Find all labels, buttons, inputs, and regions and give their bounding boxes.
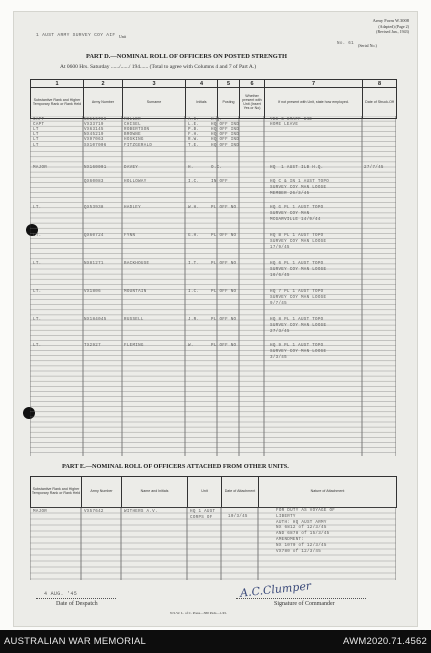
entry-initials: T.E.	[188, 143, 200, 148]
entry-surname: FYNN	[124, 234, 136, 238]
entry-number: QX60083	[84, 180, 104, 184]
part-e-header-row	[31, 477, 397, 508]
col-num: 2	[84, 80, 123, 88]
col-header: Army Number	[84, 88, 123, 119]
col-header: Army Number	[82, 477, 122, 508]
entry-initials: I.T.	[188, 262, 200, 266]
col-num: 8	[363, 80, 397, 88]
entry-posting: O.C.	[211, 166, 223, 170]
entry-rank: LT.	[33, 206, 42, 210]
col-num: 1	[31, 80, 84, 88]
entry-employment: HQ 1 AUST ILB H.Q.	[270, 166, 324, 170]
entry-rank: MAJOR	[33, 166, 48, 170]
entry-surname: FLEMING	[124, 344, 144, 348]
entry-employment: HQ 7 PL 1 AUST TOPO SURVEY COY MAN LOOSE 9/7/45	[270, 290, 327, 306]
entry-employment: HQ G PL 1 AUST TOPO SURVEY COY MAN MCGARVILLE 14/9/44	[270, 206, 324, 222]
entry-surname: MOUNTAIN	[124, 290, 147, 294]
entry-rank: CAPT	[33, 118, 45, 122]
unit-typed: 1 AUST ARMY SURVEY COY AIF	[36, 33, 116, 38]
commander-signature: A.C.Clumper	[239, 579, 312, 600]
serial-typed: No. 61	[337, 42, 354, 46]
archive-banner	[0, 630, 431, 653]
signature-label: Signature of Commander	[274, 601, 335, 607]
entry-number: NX160001	[84, 166, 107, 170]
part-e-number: VX57642	[84, 510, 104, 514]
entry-employment: HQ C & IN 1 AUST TOPO SURVEY COY MAN LOOSE MEMBER 26/3/45	[270, 180, 330, 196]
entry-present-note: YES G STAFF SKE	[270, 118, 313, 122]
entry-employment: HQ 6 PL 1 AUST TOPO SURVEY COY MAN LOOSE 16/6/45	[270, 262, 327, 278]
part-d-title: PART D.—NOMINAL ROLL OF OFFICERS ON POSTED STRENGTH	[86, 53, 287, 60]
entry-number: TX2927	[84, 344, 101, 348]
part-e-title: PART E.—NOMINAL ROLL OF OFFICERS ATTACHED FROM OTHER UNITS.	[62, 463, 289, 470]
part-d-table	[30, 79, 397, 119]
entry-struck-off: 27/7/45	[364, 166, 384, 170]
entry-number: VX97063	[84, 138, 104, 143]
col-header: Name and Initials	[122, 477, 188, 508]
col-num: 4	[186, 80, 218, 88]
col-num: 5	[218, 80, 240, 88]
entry-employment: HQ 8 PL 1 AUST TOPO SURVEY COY MAN LOOSE 27/3/45	[270, 318, 327, 334]
entry-rank: LT.	[33, 290, 42, 294]
col-header: Initials	[186, 88, 218, 119]
column-header-row	[31, 88, 397, 119]
printer-line: N.S.W. L. of C. Press—380 Pads—1/45.	[170, 611, 227, 615]
part-d-subtitle: At 0600 Hrs. Saturday ....../....../ 194...... (Total to agree with Columns 4 and 7 of Part A.)	[60, 64, 257, 70]
col-header: Whether present with Unit (Insert Yes or No)	[240, 88, 265, 119]
entry-rank: LT.	[33, 318, 42, 322]
entry-employment: HQ 9 PL 1 AUST TOPO SURVEY COY MAN LOOSE 3/3/45	[270, 344, 327, 360]
entry-posting: H.Q.	[211, 118, 223, 122]
entry-rank: LT.	[33, 344, 42, 348]
entry-number: VX63145	[84, 128, 104, 133]
archive-left: AUSTRALIAN WAR MEMORIAL	[4, 636, 147, 647]
part-e-date: 10/3/45	[228, 515, 248, 519]
part-e-rank: MAJOR	[33, 510, 48, 514]
entry-surname: BACKHOUSE	[124, 262, 150, 266]
col-header: Substantive Rank and Higher Temporary Rank or Rank Held	[31, 88, 84, 119]
col-header: Date of Attachment	[222, 477, 259, 508]
entry-number: NX45219	[84, 133, 104, 138]
serial-label: (Serial No.)	[358, 43, 377, 48]
entry-rank: LT.	[33, 234, 42, 238]
entry-initials: W.	[188, 344, 194, 348]
entry-posting: HQ OFF IND	[211, 143, 240, 148]
entry-surname: DAVEY	[124, 166, 139, 170]
col-header: If not present with Unit, state how employed.	[265, 88, 363, 119]
column-number-row	[31, 80, 397, 88]
entry-number: NX184045	[84, 318, 107, 322]
col-header: Date of Struck-Off	[363, 88, 397, 119]
entry-rank: LT	[33, 128, 39, 133]
archive-right: AWM2020.71.4562	[343, 636, 427, 647]
entry-posting: HQ OFF IND	[211, 123, 240, 128]
entry-number: QX60724	[84, 234, 104, 238]
col-num: 7	[265, 80, 363, 88]
despatch-label: Date of Despatch	[56, 601, 98, 607]
despatch-date-line	[36, 598, 116, 599]
entry-initials: I.C.	[188, 290, 200, 294]
col-num: 3	[123, 80, 186, 88]
entry-posting: HQ OFF IND	[211, 138, 240, 143]
entry-posting: PL OFF NO	[211, 344, 237, 348]
entry-number: SX107006	[84, 143, 107, 148]
entry-posting: PL OFF NO	[211, 262, 237, 266]
entry-surname: FITZGERALD	[124, 143, 153, 148]
entry-surname: HADLEY	[124, 206, 141, 210]
entry-posting: PL OFF NO	[211, 318, 237, 322]
entry-initials: P.B.	[188, 128, 200, 133]
entry-initials: G.H.	[188, 234, 200, 238]
part-e-unit: HQ 1 AUST CORPS OF	[190, 510, 216, 520]
entry-surname: CHISEL	[124, 123, 141, 128]
part-e-table	[30, 476, 397, 508]
entry-surname: BROWNE	[124, 133, 141, 138]
col-header: Unit	[188, 477, 222, 508]
entry-initials: A.G.	[188, 118, 200, 122]
entry-surname: HOLLOWAY	[124, 180, 147, 184]
entry-rank: CAPT	[33, 123, 45, 128]
entry-initials: W.H.	[188, 206, 200, 210]
despatch-date: 4 AUG. '45	[44, 591, 78, 597]
adapted-label: (Adapted) (Page 2)	[378, 24, 409, 29]
col-header: Surname	[123, 88, 186, 119]
entry-rank: LT.	[33, 262, 42, 266]
army-form-label: Army Form W.3008	[372, 18, 409, 23]
revised-label: (Revised Jan., 1943)	[376, 29, 409, 34]
entry-posting: HQ OFF IND	[211, 133, 240, 138]
entry-rank: LT	[33, 138, 39, 143]
entry-posting: PL OFF NO	[211, 206, 237, 210]
entry-posting: PL OFF NO	[211, 290, 237, 294]
entry-number: NX116786	[84, 118, 107, 122]
entry-employment: HQ B PL 1 AUST TOPO SURVEY COY MAN LOOSE 17/9/45	[270, 234, 327, 250]
entry-posting: IN OFF	[211, 180, 228, 184]
entry-number: VX1806	[84, 290, 101, 294]
entry-surname: MILLER	[124, 118, 141, 122]
col-header: Posting	[218, 88, 240, 119]
entry-number: NX81271	[84, 262, 104, 266]
entry-initials: J.R.	[188, 318, 200, 322]
entry-present-note: HOME LEAVE	[270, 123, 299, 128]
entry-initials: L.E.	[188, 123, 200, 128]
entry-initials: R.W.	[188, 138, 200, 143]
part-e-nature: FOR DUTY AS VOYAGE OF LIBERTY AUTH: HQ AUST ARMY NX 6812 of 12/3/45 AND 6878 of 15/3/45 AMENDMENT: NX 1070 of 12/3/45 VX780 of 12/3/45	[276, 509, 336, 554]
entry-number: VX33719	[84, 123, 104, 128]
entry-surname: RUSSELL	[124, 318, 144, 322]
entry-posting: PL OFF NO	[211, 234, 237, 238]
entry-initials: H.	[188, 166, 194, 170]
signature-line	[236, 598, 366, 599]
entry-initials: F.H.	[188, 133, 200, 138]
entry-initials: I.C.	[188, 180, 200, 184]
entry-rank: LT	[33, 143, 39, 148]
unit-label: Unit	[119, 34, 127, 39]
col-header: Substantive Rank and Higher Temporary Rank or Rank Held	[31, 477, 82, 508]
entry-surname: ROBERTSON	[124, 128, 150, 133]
part-e-name: WITHERS A.V.	[124, 510, 158, 514]
entry-number: QX53938	[84, 206, 104, 210]
entry-rank: LT	[33, 133, 39, 138]
col-header: Nature of Attachment	[259, 477, 397, 508]
entry-surname: HOSKING	[124, 138, 144, 143]
col-num: 6	[240, 80, 265, 88]
entry-posting: HQ OFF IND	[211, 128, 240, 133]
